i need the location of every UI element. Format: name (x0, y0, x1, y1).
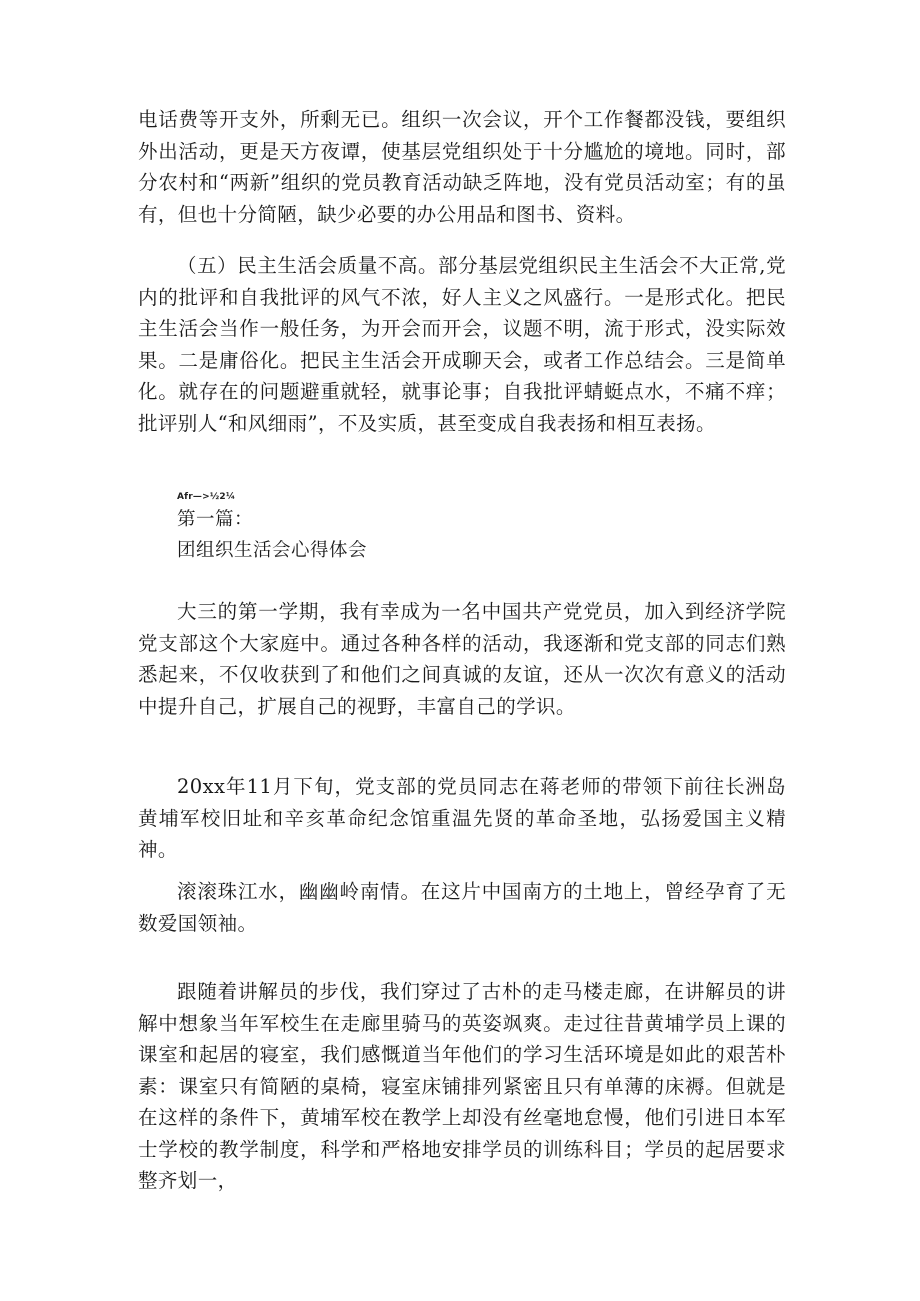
paragraph-democratic-life-meeting: （五）民主生活会质量不高。部分基层党组织民主生活会不大正常,党内的批评和自我批评的风气不浓，好人主义之风盛行。一是形式化。把民主生活会当作一般任务，为开会而开会，议题不明，流于形式，没实际效果。二是庸俗化。把民主生活会开成聊天会，或者工作总结会。三是简单化。就存在的问题避重就轻，就事论事；自我批评蜻蜓点水，不痛不痒；批评别人“和风细雨”，不及实质，甚至变成自我表扬和相互表扬。 (138, 254, 786, 435)
paragraph-funding-shortage: 电话费等开支外，所剩无已。组织一次会议，开个工作餐都没钱，要组织外出活动，更是天方夜谭，使基层党组织处于十分尴尬的境地。同时，部分农村和“两新”组织的党员教育活动缺乏阵地，没有党员活动室；有的虽有，但也十分简陋，缺少必要的办公用品和图书、资料。 (138, 108, 786, 226)
article-title: 团组织生活会心得体会 (177, 540, 368, 561)
garbled-mark: Afr—>½2¼ (177, 492, 236, 502)
paragraph-whampoa-visit: 20xx年11月下旬，党支部的党员同志在蒋老师的带领下前往长洲岛黄埔军校旧址和辛亥革命纪念馆重温先贤的革命圣地，弘扬爱国主义精神。 (138, 775, 786, 861)
paragraph-pearl-river: 滚滚珠江水，幽幽岭南情。在这片中国南方的土地上，曾经孕育了无数爱国领袖。 (138, 880, 786, 935)
paragraph-guided-tour: 跟随着讲解员的步伐，我们穿过了古朴的走马楼走廊，在讲解员的讲解中想象当年军校生在走廊里骑马的英姿飒爽。走过往昔黄埔学员上课的课室和起居的寝室，我们感慨道当年他们的学习生活环境是如此的艰苦朴素：课室只有简陋的桌椅，寝室床铺排列紧密且只有单薄的床褥。但就是在这样的条件下，黄埔军校在教学上却没有丝毫地怠慢，他们引进日本军士学校的教学制度，科学和严格地安排学员的训练科目；学员的起居要求整齐划一， (138, 980, 786, 1192)
paragraph-joining-party: 大三的第一学期，我有幸成为一名中国共产党党员，加入到经济学院党支部这个大家庭中。通过各种各样的活动，我逐渐和党支部的同志们熟悉起来，不仅收获到了和他们之间真诚的友谊，还从一次次有意义的活动中提升自己，扩展自己的视野，丰富自己的学识。 (138, 600, 786, 718)
section-heading: 第一篇： (177, 509, 254, 530)
